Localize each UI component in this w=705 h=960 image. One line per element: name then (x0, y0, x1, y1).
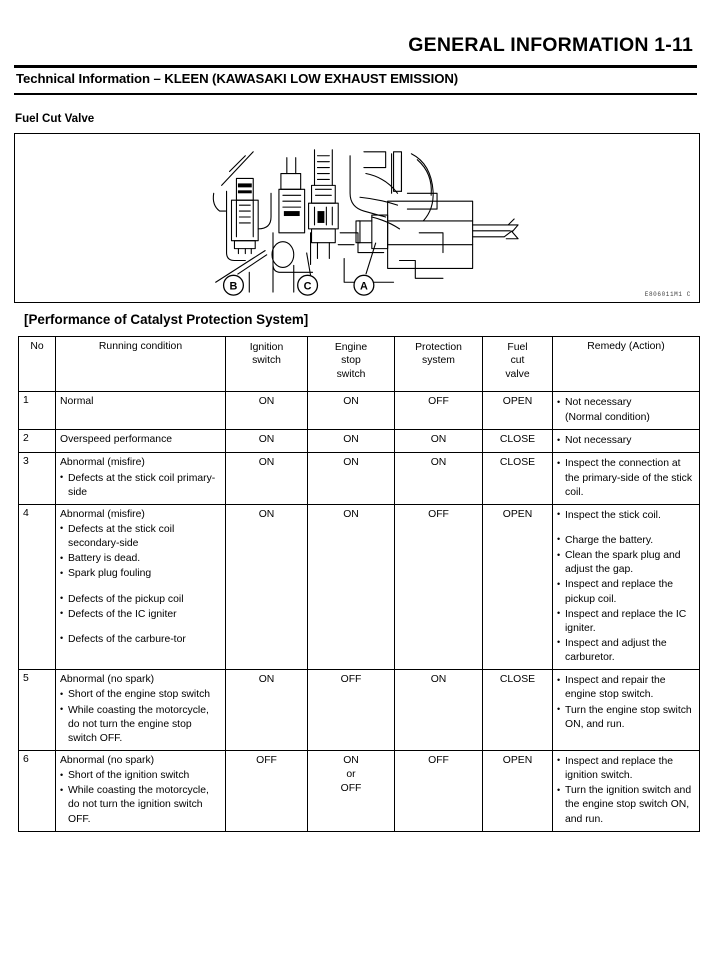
state-value: ON (343, 434, 359, 446)
list-item: • While coasting the motorcycle, do not turn the ignition switch OFF. (60, 784, 221, 826)
state-value: ON (430, 674, 447, 686)
figure-code: E806011M1 C (644, 291, 691, 298)
svg-text:C: C (303, 280, 312, 293)
list-item: • Inspect the stick coil. (557, 509, 695, 523)
state-value: ON (258, 508, 275, 520)
state-value: or (346, 769, 356, 780)
list-item: • Not necessary (557, 396, 695, 410)
condition-heading: Abnormal (misfire) (60, 508, 145, 520)
callout-c (298, 275, 318, 295)
condition-heading: Abnormal (misfire) (60, 457, 145, 469)
list-item: • Charge the battery. (557, 534, 695, 548)
condition-heading: Normal (60, 396, 94, 407)
list-item: • Clean the spark plug and adjust the gap. (557, 549, 695, 577)
table-row (19, 750, 700, 831)
bullet-list (557, 396, 695, 425)
bullet-list (557, 509, 695, 665)
protection-system-state (395, 504, 483, 669)
state-value: CLOSE (499, 674, 536, 686)
column-header-ignition-switch: Ignition switch (226, 337, 308, 392)
header-rule-top (14, 65, 697, 68)
state-value: ON (258, 674, 275, 686)
table-row (19, 453, 700, 504)
protection-system-state (395, 670, 483, 751)
callout-a (354, 275, 374, 295)
protection-system-state (395, 392, 483, 430)
condition-list (60, 688, 221, 746)
fuel-cut-valve-illustration (15, 134, 699, 302)
subsection-title: Fuel Cut Valve (15, 112, 95, 125)
callout-b (224, 275, 244, 295)
running-condition-cell (56, 750, 226, 831)
protection-system-state (395, 430, 483, 453)
list-item: • Spark plug fouling (60, 567, 221, 581)
remedy-cell (553, 430, 700, 453)
row-number: 3 (19, 453, 56, 504)
section-title: Technical Information – KLEEN (KAWASAKI LOW EXHAUST EMISSION) (16, 71, 459, 86)
remedy-cell (553, 750, 700, 831)
table-row (19, 392, 700, 430)
fuel-cut-valve-diagram (14, 133, 700, 303)
state-value: ON (343, 754, 359, 766)
condition-list (60, 769, 221, 827)
list-item: • Inspect and repair the engine stop switch. (557, 674, 695, 702)
state-value: OPEN (502, 396, 533, 407)
fuel-cut-valve-state (483, 430, 553, 453)
column-header-remedy: Remedy (Action) (553, 337, 700, 392)
table-title: [Performance of Catalyst Protection System] (24, 312, 309, 327)
ignition-switch-state (226, 750, 308, 831)
state-value: OFF (340, 783, 362, 795)
list-item: • Short of the ignition switch (60, 769, 221, 783)
engine-stop-switch-state (308, 392, 395, 430)
fuel-cut-valve-state (483, 392, 553, 430)
table-row (19, 430, 700, 453)
list-item: • Inspect and replace the ignition switch. (557, 755, 695, 783)
engine-stop-switch-state (308, 430, 395, 453)
list-item: • Defects at the stick coil secondary-side (60, 523, 221, 551)
running-condition-cell (56, 392, 226, 430)
table-header-row (19, 337, 700, 392)
state-value: ON (343, 508, 359, 520)
row-number: 1 (19, 392, 56, 430)
state-value: OFF (256, 754, 277, 766)
state-value: ON (258, 457, 275, 469)
list-item: • Inspect and adjust the carburetor. (557, 637, 695, 665)
condition-heading: Overspeed performance (60, 434, 173, 446)
running-condition-cell (56, 453, 226, 504)
condition-list (60, 523, 221, 647)
running-condition-cell (56, 430, 226, 453)
state-value: ON (430, 434, 447, 446)
bullet-list (557, 457, 695, 499)
state-value: OPEN (502, 508, 533, 520)
ignition-switch-state (226, 670, 308, 751)
list-item: • Turn the ignition switch and the engine stop switch ON, and run. (557, 784, 695, 826)
remedy-cell (553, 504, 700, 669)
remedy-cell (553, 670, 700, 751)
column-header-no: No (19, 337, 56, 392)
list-item: • Defects of the IC igniter (60, 608, 221, 622)
row-number: 4 (19, 504, 56, 669)
state-value: OFF (428, 754, 449, 766)
column-header-running-condition: Running condition (56, 337, 226, 392)
list-item: • While coasting the motorcycle, do not turn the engine stop switch OFF. (60, 704, 221, 746)
row-number: 6 (19, 750, 56, 831)
state-value: OPEN (502, 754, 533, 766)
table-header (19, 337, 700, 392)
list-item: • Short of the engine stop switch (60, 688, 221, 702)
protection-system-state (395, 750, 483, 831)
list-item: • Defects of the pickup coil (60, 593, 221, 607)
list-item: • Turn the engine stop switch ON, and run. (557, 704, 695, 732)
ignition-switch-state (226, 392, 308, 430)
catalyst-protection-performance-table (18, 336, 700, 832)
fuel-cut-valve-state (483, 453, 553, 504)
bullet-list (557, 755, 695, 827)
engine-stop-switch-state (308, 750, 395, 831)
column-header-engine-stop-switch: Engine stop switch (308, 337, 395, 392)
state-value: CLOSE (499, 434, 536, 446)
state-value: ON (258, 396, 275, 407)
list-item: • Inspect and replace the pickup coil. (557, 578, 695, 606)
ignition-switch-state (226, 430, 308, 453)
state-value: OFF (428, 396, 449, 407)
fuel-cut-valve-state (483, 504, 553, 669)
list-item: • Defects at the stick coil primary-side (60, 472, 221, 500)
condition-heading: Abnormal (no spark) (60, 674, 155, 686)
row-number: 5 (19, 670, 56, 751)
state-value: ON (258, 434, 275, 446)
ignition-switch-state (226, 504, 308, 669)
engine-stop-switch-state (308, 504, 395, 669)
list-item: • Battery is dead. (60, 552, 221, 566)
page-title: GENERAL INFORMATION 1-11 (408, 34, 693, 56)
table-row (19, 670, 700, 751)
svg-text:A: A (359, 280, 368, 293)
condition-heading: Abnormal (no spark) (60, 754, 155, 766)
column-header-protection-system: Protection system (395, 337, 483, 392)
table-row (19, 504, 700, 669)
table-body (19, 392, 700, 832)
bullet-list (557, 434, 695, 448)
protection-system-state (395, 453, 483, 504)
remedy-cell (553, 453, 700, 504)
fuel-cut-valve-state (483, 670, 553, 751)
state-value: ON (343, 457, 359, 469)
running-condition-cell (56, 670, 226, 751)
remedy-cell (553, 392, 700, 430)
engine-stop-switch-state (308, 670, 395, 751)
row-number: 2 (19, 430, 56, 453)
list-item: (Normal condition) (565, 412, 650, 424)
column-header-fuel-cut-valve: Fuel cut valve (483, 337, 553, 392)
list-item: • Defects of the carbure-tor (60, 633, 221, 647)
state-value: ON (430, 457, 447, 469)
engine-stop-switch-state (308, 453, 395, 504)
list-item: • Not necessary (557, 434, 695, 448)
ignition-switch-state (226, 453, 308, 504)
list-item: • Inspect and replace the IC igniter. (557, 608, 695, 636)
list-item: • Inspect the connection at the primary-side of the stick coil. (557, 457, 695, 499)
fuel-cut-valve-state (483, 750, 553, 831)
state-value: CLOSE (499, 457, 536, 469)
state-value: OFF (428, 508, 449, 520)
bullet-list (557, 674, 695, 732)
svg-text:B: B (229, 280, 238, 293)
running-condition-cell (56, 504, 226, 669)
state-value: ON (343, 396, 359, 407)
condition-list (60, 472, 221, 500)
header-rule-bottom (14, 93, 697, 95)
state-value: OFF (340, 674, 362, 686)
